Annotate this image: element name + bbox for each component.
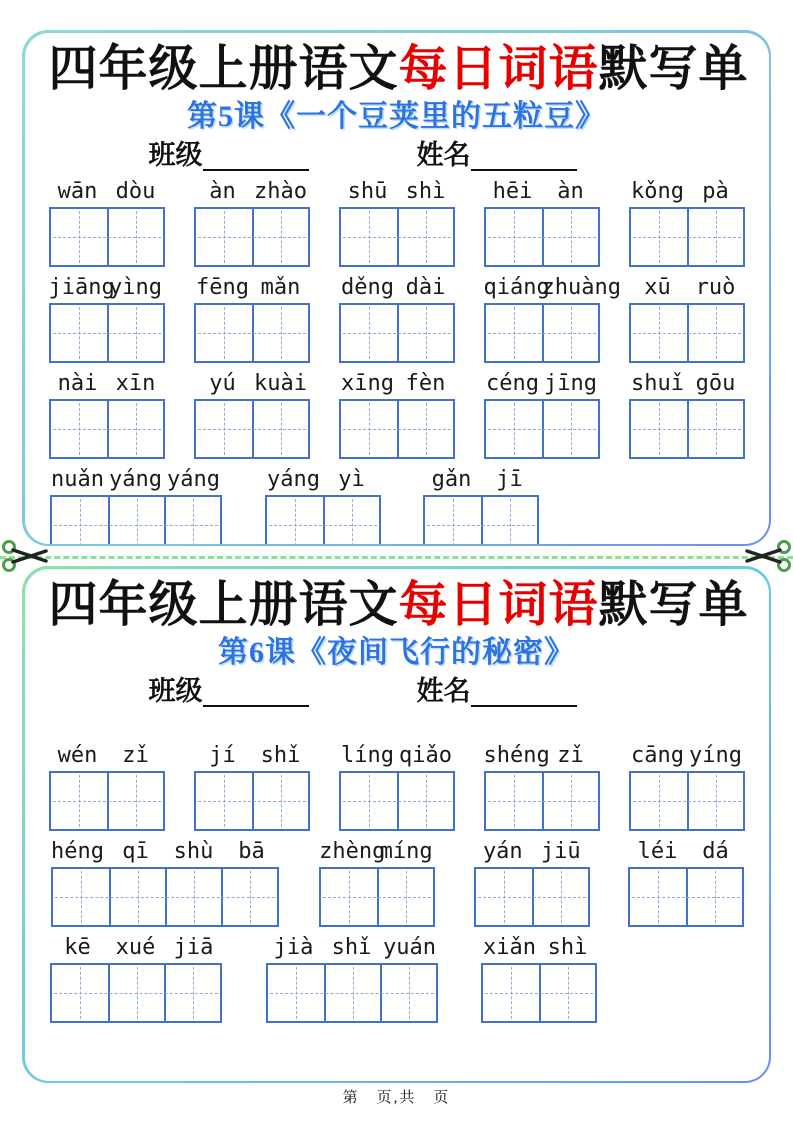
pinyin-syllable: ruò (695, 274, 736, 300)
class-input-line[interactable] (203, 141, 309, 171)
grid-cell[interactable] (542, 773, 598, 829)
pinyin-syllable: yáng (267, 466, 320, 492)
pinyin-syllable: dài (405, 274, 446, 300)
pinyin-label (483, 274, 621, 301)
word-block (49, 179, 165, 267)
name-input-line[interactable] (471, 677, 577, 707)
writing-grid (265, 495, 381, 544)
pinyin-syllable: yìng (109, 274, 162, 300)
word-block (474, 839, 590, 927)
pinyin-syllable: dá (702, 838, 729, 864)
scissors-icon (741, 538, 793, 574)
pinyin-syllable: qiǎo (399, 742, 452, 768)
pinyin-label (423, 467, 539, 493)
class-field (149, 675, 309, 707)
word-block (49, 467, 223, 544)
pinyin-label (194, 371, 310, 397)
pinyin-label (265, 935, 439, 961)
pinyin-syllable: yuán (383, 934, 436, 960)
pinyin-label (265, 467, 381, 493)
writing-grid (50, 963, 222, 1023)
grid-cell[interactable] (486, 305, 542, 361)
writing-grid (49, 399, 165, 459)
pinyin-syllable: shǐ (331, 934, 372, 960)
pinyin-syllable: zǐ (557, 742, 584, 768)
word-block (339, 743, 455, 831)
pinyin-syllable: shù (173, 838, 214, 864)
name-input-line[interactable] (471, 141, 577, 171)
grid-cell[interactable] (107, 401, 163, 457)
pinyin-syllable: zhuàng (541, 274, 621, 300)
grid-cell[interactable] (631, 773, 687, 829)
grid-cell[interactable] (164, 497, 220, 544)
writing-grid (319, 867, 435, 927)
pinyin-label (49, 371, 165, 397)
word-block (194, 179, 310, 267)
writing-grid (484, 303, 600, 363)
grid-cell[interactable] (52, 965, 108, 1021)
grid-cell[interactable] (425, 497, 481, 544)
pinyin-syllable: yáng (109, 466, 162, 492)
word-block (49, 743, 165, 831)
pinyin-label (339, 275, 455, 301)
grid-cell[interactable] (687, 401, 743, 457)
grid-cell[interactable] (483, 965, 539, 1021)
pinyin-label (49, 839, 281, 865)
pinyin-syllable: shéng (483, 742, 550, 768)
grid-cell[interactable] (324, 965, 380, 1021)
word-block (483, 274, 621, 363)
pinyin-syllable: míng (379, 838, 433, 864)
pinyin-syllable: yíng (689, 742, 742, 768)
pinyin-label (484, 179, 600, 205)
lesson-subtitle: 第6课《夜间飞行的秘密》 (218, 635, 575, 669)
word-block (628, 839, 744, 927)
grid-cell[interactable] (252, 401, 308, 457)
pinyin-syllable: zhèng (319, 838, 386, 864)
pinyin-syllable: gǎn (431, 466, 472, 492)
grid-cell[interactable] (107, 773, 163, 829)
pinyin-syllable: zhào (254, 178, 307, 204)
writing-grid (339, 771, 455, 831)
pinyin-syllable: jiū (540, 838, 581, 864)
grid-cell[interactable] (532, 869, 588, 925)
grid-cell[interactable] (397, 401, 453, 457)
grid-cell[interactable] (341, 305, 397, 361)
pinyin-label (629, 371, 745, 397)
writing-grid (629, 303, 745, 363)
name-label: 姓名 (416, 139, 471, 170)
writing-grid (423, 495, 539, 544)
pinyin-syllable: xū (644, 274, 671, 300)
grid-cell[interactable] (476, 869, 532, 925)
pinyin-syllable: xiǎn (483, 934, 536, 960)
title-part-red: 每日词语 (398, 576, 599, 632)
pinyin-syllable: jiāng (48, 274, 115, 300)
pinyin-label (194, 743, 310, 769)
pinyin-syllable: pà (702, 178, 729, 204)
pinyin-syllable: kǒng (631, 178, 684, 204)
pinyin-syllable: zǐ (122, 742, 149, 768)
word-block (49, 839, 281, 927)
student-info-row (149, 675, 745, 707)
writing-grid (481, 963, 597, 1023)
pinyin-syllable: shǐ (260, 742, 301, 768)
grid-cell[interactable] (341, 401, 397, 457)
pinyin-syllable: wān (57, 178, 98, 204)
dashed-cut-line (0, 556, 793, 559)
word-row (49, 275, 745, 363)
pinyin-label (49, 275, 165, 301)
grid-cell[interactable] (631, 209, 687, 265)
pinyin-syllable: céng (486, 370, 539, 396)
writing-grid (484, 399, 600, 459)
page-title (48, 39, 749, 99)
grid-cell[interactable] (267, 497, 323, 544)
lesson-subtitle: 第5课《一个豆荚里的五粒豆》 (187, 99, 606, 133)
word-block (339, 275, 455, 363)
pinyin-label (629, 743, 745, 769)
grid-cell[interactable] (109, 869, 165, 925)
pinyin-syllable: shì (547, 934, 588, 960)
writing-grid (194, 771, 310, 831)
word-block (265, 467, 381, 544)
pinyin-label (49, 935, 223, 961)
writing-grid (474, 867, 590, 927)
pinyin-syllable: léi (637, 838, 678, 864)
page-title (48, 575, 749, 635)
grid-cell[interactable] (252, 773, 308, 829)
grid-cell[interactable] (196, 401, 252, 457)
pinyin-syllable: fèn (405, 370, 446, 396)
grid-cell[interactable] (687, 305, 743, 361)
grid-cell[interactable] (542, 209, 598, 265)
writing-grid (339, 399, 455, 459)
word-block (484, 371, 600, 459)
title-part-black-left: 四年级上册语文 (48, 40, 399, 96)
pinyin-syllable: kē (64, 934, 91, 960)
pinyin-label (49, 467, 223, 493)
word-block (629, 179, 745, 267)
grid-cell[interactable] (687, 209, 743, 265)
grid-cell[interactable] (107, 305, 163, 361)
writing-grid (49, 207, 165, 267)
pinyin-syllable: qī (122, 838, 149, 864)
pinyin-syllable: jī (496, 466, 523, 492)
cut-line-divider (0, 545, 793, 567)
word-row (49, 371, 745, 459)
pinyin-syllable: wén (57, 742, 98, 768)
word-block (629, 371, 745, 459)
writing-grid (484, 771, 600, 831)
grid-cell[interactable] (341, 773, 397, 829)
grid-cell[interactable] (397, 305, 453, 361)
pinyin-syllable: mǎn (260, 274, 301, 300)
grid-cell[interactable] (53, 869, 109, 925)
pinyin-syllable: shū (347, 178, 388, 204)
pinyin-syllable: yú (209, 370, 236, 396)
word-row (49, 935, 745, 1023)
grid-cell[interactable] (51, 773, 107, 829)
pinyin-syllable: jiā (173, 934, 214, 960)
grid-cell[interactable] (687, 773, 743, 829)
grid-cell[interactable] (631, 401, 687, 457)
grid-cell[interactable] (107, 209, 163, 265)
section1-panel (25, 33, 769, 544)
pinyin-label (339, 743, 455, 769)
class-label: 班级 (148, 139, 203, 170)
grid-cell[interactable] (164, 965, 220, 1021)
pinyin-label (194, 179, 310, 205)
pinyin-label (484, 743, 600, 769)
section1-panel-border (22, 30, 771, 546)
word-block (339, 371, 455, 459)
word-block (194, 275, 310, 363)
section2-panel-border (22, 566, 771, 1083)
pinyin-syllable: fēng (196, 274, 249, 300)
pinyin-label (484, 371, 600, 397)
writing-grid (629, 207, 745, 267)
pinyin-label (49, 179, 165, 205)
word-block (629, 743, 745, 831)
name-field (417, 139, 577, 171)
grid-cell[interactable] (486, 773, 542, 829)
word-block (265, 935, 439, 1023)
grid-cell[interactable] (165, 869, 221, 925)
grid-cell[interactable] (52, 497, 108, 544)
word-block (49, 371, 165, 459)
grid-cell[interactable] (268, 965, 324, 1021)
word-block (339, 179, 455, 267)
pinyin-syllable: nuǎn (51, 466, 104, 492)
word-block (481, 935, 597, 1023)
word-block (484, 743, 600, 831)
page-number-footer: 第 页,共 页 (342, 1090, 451, 1106)
writing-grid (339, 303, 455, 363)
grid-cell[interactable] (323, 497, 379, 544)
pinyin-syllable: kuài (254, 370, 307, 396)
word-block (49, 275, 165, 363)
grid-cell[interactable] (341, 209, 397, 265)
title-part-red: 每日词语 (398, 40, 599, 96)
grid-cell[interactable] (196, 209, 252, 265)
title-part-black-left: 四年级上册语文 (48, 576, 399, 632)
grid-cell[interactable] (630, 869, 686, 925)
writing-grid (266, 963, 438, 1023)
writing-grid (629, 399, 745, 459)
grid-cell[interactable] (51, 305, 107, 361)
word-block (49, 935, 223, 1023)
pinyin-syllable: bā (238, 838, 265, 864)
word-rows (49, 179, 745, 544)
grid-cell[interactable] (542, 305, 598, 361)
word-block (194, 371, 310, 459)
pinyin-label (629, 179, 745, 205)
pinyin-syllable: líng (341, 742, 394, 768)
pinyin-syllable: cāng (631, 742, 684, 768)
pinyin-syllable: xué (115, 934, 156, 960)
scissors-icon (0, 538, 52, 574)
pinyin-syllable: héng (51, 838, 104, 864)
writing-grid (50, 495, 222, 544)
pinyin-syllable: shuǐ (631, 370, 684, 396)
grid-cell[interactable] (252, 305, 308, 361)
grid-cell[interactable] (380, 965, 436, 1021)
pinyin-syllable: yì (338, 466, 365, 492)
grid-cell[interactable] (481, 497, 537, 544)
grid-cell[interactable] (397, 773, 453, 829)
grid-cell[interactable] (397, 209, 453, 265)
word-row (49, 839, 745, 927)
writing-grid (484, 207, 600, 267)
pinyin-syllable: hēi (492, 178, 533, 204)
pinyin-syllable: xīng (341, 370, 394, 396)
pinyin-syllable: àn (209, 178, 236, 204)
pinyin-syllable: qiáng (483, 274, 550, 300)
title-part-black-right: 默写单 (598, 40, 749, 96)
grid-cell[interactable] (486, 401, 542, 457)
grid-cell[interactable] (51, 209, 107, 265)
grid-cell[interactable] (196, 305, 252, 361)
grid-cell[interactable] (321, 869, 377, 925)
pinyin-syllable: shì (405, 178, 446, 204)
word-rows (49, 743, 745, 1023)
pinyin-syllable: yán (482, 838, 523, 864)
grid-cell[interactable] (631, 305, 687, 361)
pinyin-syllable: jīng (544, 370, 597, 396)
grid-cell[interactable] (486, 209, 542, 265)
grid-cell[interactable] (686, 869, 742, 925)
pinyin-syllable: jí (209, 742, 236, 768)
writing-grid (628, 867, 744, 927)
title-part-black-right: 默写单 (598, 576, 749, 632)
writing-grid (49, 303, 165, 363)
pinyin-syllable: yáng (167, 466, 220, 492)
class-input-line[interactable] (203, 677, 309, 707)
grid-cell[interactable] (377, 869, 433, 925)
writing-grid (339, 207, 455, 267)
grid-cell[interactable] (539, 965, 595, 1021)
class-label: 班级 (148, 675, 203, 706)
pinyin-syllable: àn (557, 178, 584, 204)
pinyin-label (474, 839, 590, 865)
word-row (49, 743, 745, 831)
grid-cell[interactable] (542, 401, 598, 457)
grid-cell[interactable] (252, 209, 308, 265)
word-block (484, 179, 600, 267)
writing-grid (194, 207, 310, 267)
pinyin-label (629, 275, 745, 301)
word-block (423, 467, 539, 544)
word-row (49, 467, 745, 544)
section2-panel (25, 569, 769, 1081)
writing-grid (629, 771, 745, 831)
pinyin-label (339, 179, 455, 205)
pinyin-label (339, 371, 455, 397)
class-field (149, 139, 309, 171)
grid-cell[interactable] (108, 497, 164, 544)
writing-grid (49, 771, 165, 831)
pinyin-label (628, 839, 744, 865)
pinyin-label (319, 839, 435, 865)
pinyin-syllable: gōu (695, 370, 736, 396)
pinyin-syllable: jià (273, 934, 314, 960)
word-block (319, 839, 435, 927)
pinyin-label (194, 275, 310, 301)
word-block (629, 275, 745, 363)
writing-grid (194, 399, 310, 459)
pinyin-label (481, 935, 597, 961)
student-info-row (149, 139, 745, 171)
name-field (417, 675, 577, 707)
writing-grid (194, 303, 310, 363)
word-row (49, 179, 745, 267)
name-label: 姓名 (416, 675, 471, 706)
pinyin-syllable: děng (341, 274, 394, 300)
grid-cell[interactable] (196, 773, 252, 829)
grid-cell[interactable] (108, 965, 164, 1021)
pinyin-syllable: nài (57, 370, 98, 396)
pinyin-syllable: xīn (115, 370, 156, 396)
grid-cell[interactable] (221, 869, 277, 925)
writing-grid (51, 867, 279, 927)
grid-cell[interactable] (51, 401, 107, 457)
word-block (194, 743, 310, 831)
pinyin-label (49, 743, 165, 769)
pinyin-syllable: dòu (115, 178, 156, 204)
